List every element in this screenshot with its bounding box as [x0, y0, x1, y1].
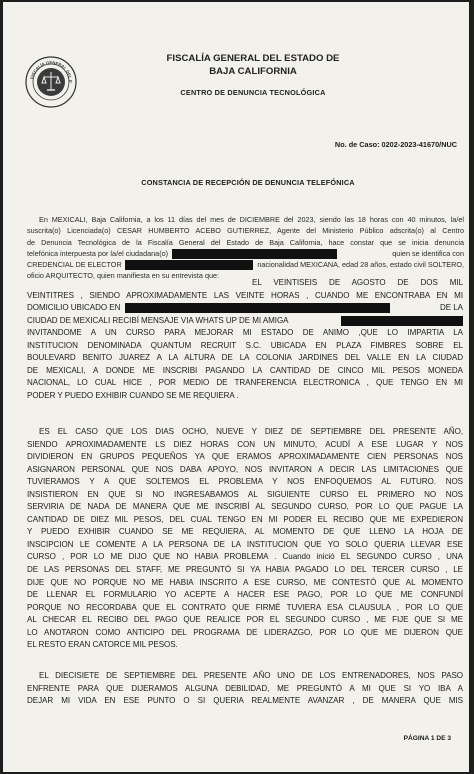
- intro-line: telefónica interpuesta por la/el ciudadana(o): [27, 248, 169, 258]
- statement-line: INSTITUCION DENOMINADA QUANTUM RECRUIT S.C. UBICADA EN PLAZA FIMBRES SOBRE EL: [27, 340, 463, 350]
- statement-line: EL RESTO ERAN CATORCE MIL PESOS.: [27, 640, 178, 650]
- intro-line: quien se identifica con: [392, 248, 464, 258]
- seal-logo-icon: [25, 56, 77, 108]
- institution-name: FISCALÍA GENERAL DEL ESTADO DE: [166, 53, 340, 64]
- statement-line: DOMICILIO UBICADO EN: [27, 303, 121, 313]
- statement-line: SERVIRIA DE NADA DE MANERA QUE ME INSCRIBÍ AL SEGUNDO CURSO, POR LO QUE PAGUE LA: [27, 502, 463, 512]
- redacted-id: [125, 260, 253, 270]
- intro-line: oficio ARQUITECTO, quien manifiesta en su entrevista que:: [27, 271, 220, 281]
- statement-line: INSISTIERON EN QUE SI NO INGRESABAMOS AL SIGUIENTE CURSO EL PRIMERO NO NOS: [27, 489, 463, 499]
- statement-line: PORQUE NO RECORDABA QUE EL CONTRATO QUE FIRMÉ TUVIERA ESA CLAUSULA , POR LO QUE: [27, 602, 463, 612]
- seal-text: FISCALÍA GENERAL DEL E: [29, 59, 74, 83]
- redacted-name: [172, 249, 337, 259]
- statement-line: DIVIDIERON EN GRUPOS PEQUEÑOS YA QUE ERAMOS APROXIMADAMENTE CIEN PERSONAS NOS: [27, 452, 463, 462]
- statement-block-3: [27, 670, 463, 708]
- redacted-address: [125, 303, 390, 313]
- intro-line: suscrita(o) Licenciada(o) CESAR HUMBERTO ACEBO GUTIERREZ, Agente del Ministerio Público adscrita(o) al Centro: [27, 226, 464, 236]
- statement-line: CURSO , POR LO ME DIJO QUE NO HABIA PROBLEMA . Cuando inició EL SEGUNDO CURSO , UNA: [27, 552, 463, 562]
- statement-line: DEJAR MI VIDA EN ESE PUNTO O SI QUERIA REALMENTE AVANZAR , DE MANERA QUE MIS: [27, 696, 463, 706]
- statement-line: LO ANOTARON COMO ANTICIPO DEL PROGRAMA DE LIDERAZGO, POR LO QUE ME DIJERON QUE: [27, 627, 463, 637]
- statement-line: DE LLENAR EL FORMULARIO YO ACEPTE A HACER ESE PAGO, POR LO QUE ME CONFUNDÍ: [27, 590, 463, 600]
- statement-line: VEINTITRES , SIENDO APROXIMADAMENTE LAS VEINTE HORAS , CUANDO ME ENCONTRABA EN MI: [27, 290, 463, 300]
- statement-line: TUVIERAMOS Y A QUE SOLTEMOS EL PROBLEMA Y NOS ENFOQUEMOS AL FUTURO. NOS: [27, 477, 463, 487]
- state-name: BAJA CALIFORNIA: [209, 66, 297, 77]
- statement-line: CIUDAD DE MEXICALI RECIBÍ MENSAJE VIA WHATS UP DE MI AMIGA: [27, 315, 289, 325]
- statement-line: EL DIECISIETE DE SEPTIEMBRE DEL PRESENTE AÑO UNO DE LOS ENTRENADORES, NOS PASO: [39, 671, 463, 680]
- statement-line: EL VEINTISEIS DE AGOSTO DE DOS MIL: [252, 278, 463, 287]
- intro-line: En MEXICALI, Baja California, a los 11 días del mes de DICIEMBRE del 2023, siendo las 18 horas con 40 minutos, la/el: [39, 215, 464, 224]
- document-title: CONSTANCIA DE RECEPCIÓN DE DENUNCIA TELEFÓNICA: [141, 178, 355, 187]
- statement-line: ASIGNARON PERSONAL QUE NOS DABA APOYO, NOS INVITARON A DECIR LAS LIMITACIONES QUE: [27, 464, 463, 474]
- redacted-friend-name: [341, 316, 463, 326]
- case-number: No. de Caso: 0202-2023-41670/NUC: [334, 140, 457, 149]
- intro-line: nacionalidad MEXICANA, edad 28 años, estado civil SOLTERO,: [257, 260, 464, 270]
- department-name: CENTRO DE DENUNCIA TECNOLÓGICA: [180, 88, 326, 97]
- statement-line: NACIONAL, LO CUAL HICE , POR MEDIO DE TRANFERENCIA ELECTRONICA , QUE TENGO EN MI: [27, 378, 463, 388]
- statement-line: AL CHECAR EL RECIBO DEL PAGO QUE REALICE POR EL SEGUNDO CURSO , ME FIJE QUE SI ME: [27, 615, 463, 625]
- statement-line: ENFRENTE PARA QUE DIJERAMOS ALGUNA DEBILIDAD, ME PREGUNTÓ A MI QUE SI YO IBA A: [27, 683, 463, 693]
- statement-line: DE LA: [439, 303, 463, 313]
- statement-block-1: [27, 277, 463, 402]
- statement-block-2: [27, 426, 463, 652]
- institution-title: [153, 52, 353, 78]
- statement-line: SIENDO APROXIMADAMENTE LS DIEZ HORAS CON UN MINUTO, ACUDÍ A ESE LUGAR Y NOS: [27, 439, 463, 449]
- document-page: [3, 2, 469, 772]
- statement-line: PODER Y PUEDO EXHIBIR CUANDO SE ME REQUIERA .: [27, 390, 239, 400]
- statement-line: Y PUEDO EXHIBIR CUANDO SE ME REQUIERA, AL MOMENTO DE QUE LLENO LA HOJA DE: [27, 527, 463, 537]
- statement-line: DIJE QUE NO PORQUE NO ME HABIA INSCRITO A ESE CURSO, ME CONTESTÓ QUE AL MOMENTO: [27, 577, 463, 587]
- statement-line: ES EL CASO QUE LOS DIAS OCHO, NUEVE Y DIEZ DE SEPTIEMBRE DEL PRESENTE AÑO,: [39, 427, 463, 436]
- statement-line: DE MEXICALI, A DONDE ME INSCRIBI PAGANDO LA CANTIDAD DE CINCO MIL PESOS MONEDA: [27, 365, 463, 375]
- intro-line: CREDENCIAL DE ELECTOR: [27, 260, 122, 270]
- intro-line: de Denuncia Tecnológica de la Fiscalía General del Estado de Baja California, hace constar que se inicia denuncia: [27, 237, 464, 247]
- statement-line: INVITANDOME A UN CURSO PARA MEJORAR MI ESTADO DE ANIMO ,QUE LO IMPARTIA LA: [27, 328, 463, 338]
- statement-line: CANTIDAD DE DIEZ MIL PESOS, DEL CUAL TENGO EN MI PODER EL RECIBO QUE ME EXPEDIERON: [27, 514, 463, 524]
- intro-paragraph: [27, 214, 464, 282]
- page-number: PÁGINA 1 DE 3: [403, 735, 451, 742]
- statement-line: DE LAS PERSONAS DEL STAFF, ME PREGUNTÓ SI YA HABIA PAGADO LO DEL TERCER CURSO , LE: [27, 565, 463, 575]
- statement-line: INSCIPCION LE COMENTE A LA PERSONA DE LA INSTITUCION QUE YO SOLO QUERIA LLEVAR ESE: [27, 539, 463, 549]
- statement-line: BOULEVARD BENITO JUAREZ A LA ALTURA DE LA COLONIA JARDINES DEL VALLE EN LA CIUDAD: [27, 353, 463, 363]
